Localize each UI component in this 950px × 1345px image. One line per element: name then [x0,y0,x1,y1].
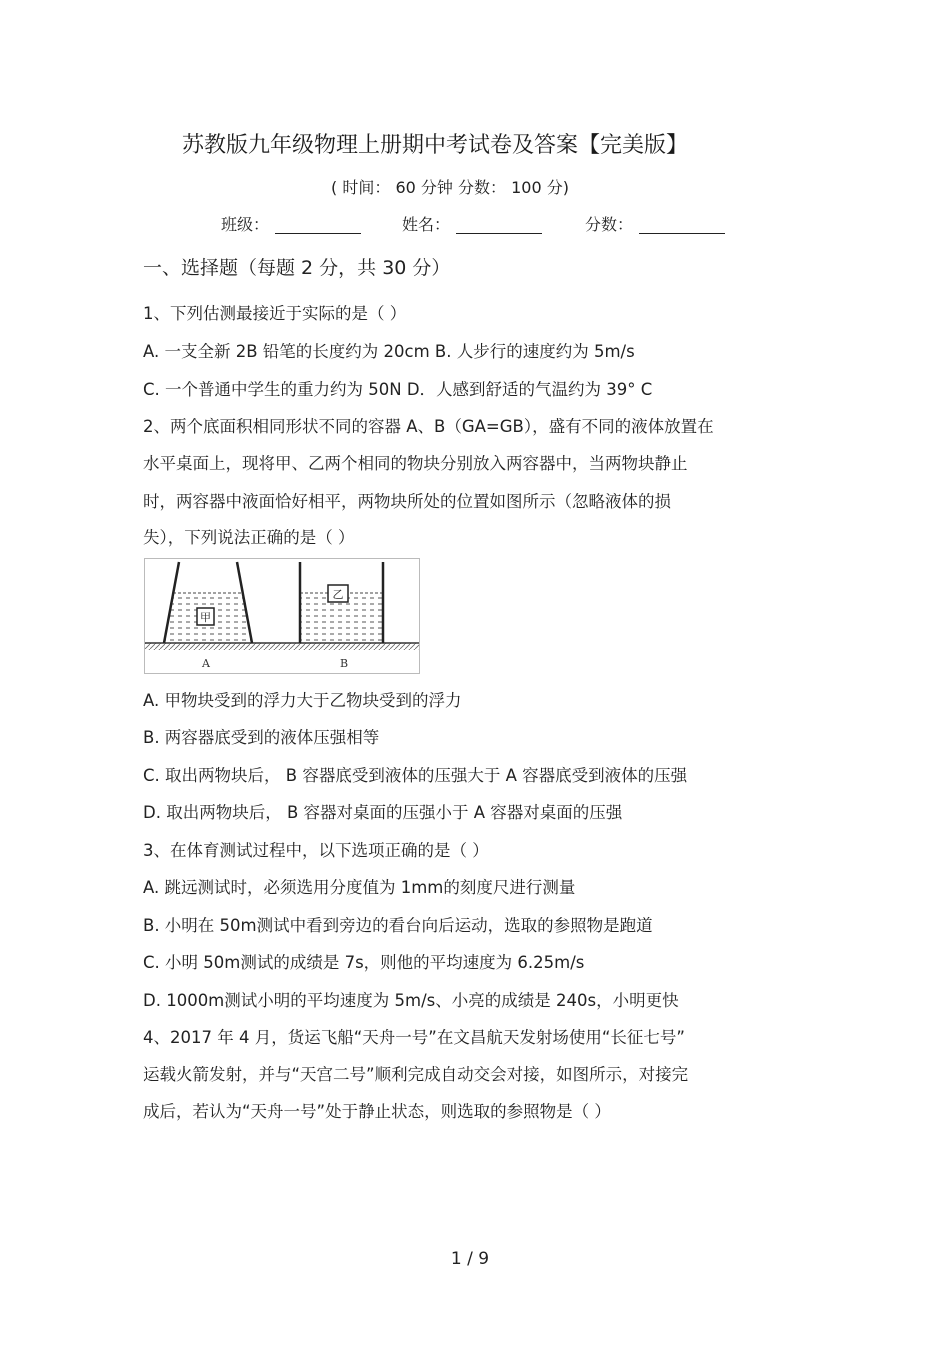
question-line: 3、在体育测试过程中，以下选项正确的是（ ） [143,841,489,860]
question-line: A. 一支全新 2B 铅笔的长度约为 20cm B. 人步行的速度约为 5m/s [143,342,635,361]
question-line: 4、2017 年 4 月，货运飞船“天舟一号”在文昌航天发射场使用“长征七号” [143,1028,685,1047]
containers-diagram [145,559,419,673]
question-line: C. 取出两物块后， B 容器底受到液体的压强大于 A 容器底受到液体的压强 [143,766,688,785]
container-a-label: A [202,657,210,670]
class-field [221,212,361,235]
question-line: D. 取出两物块后， B 容器对桌面的压强小于 A 容器对桌面的压强 [143,803,623,822]
name-label: 姓名： [402,215,451,234]
question-line: B. 两容器底受到的液体压强相等 [143,728,380,747]
question-line: 时，两容器中液面恰好相平，两物块所处的位置如图所示（忽略液体的损 [143,492,671,511]
question-line: 成后，若认为“天舟一号”处于静止状态，则选取的参照物是（ ） [143,1102,611,1121]
question-line: 失），下列说法正确的是（ ） [143,528,355,547]
name-blank [456,215,542,234]
question-line: 运载火箭发射，并与“天宫二号”顺利完成自动交会对接，如图所示，对接完 [143,1065,689,1084]
class-blank [275,215,361,234]
class-label: 班级： [221,215,270,234]
block-yi-label: 乙 [332,588,344,601]
exam-meta: ( 时间： 60 分钟 分数： 100 分) [331,178,569,197]
question-line: C. 小明 50m测试的成绩是 7s，则他的平均速度为 6.25m/s [143,953,585,972]
question-line: 2、两个底面积相同形状不同的容器 A、B（GA=GB），盛有不同的液体放置在 [143,417,714,436]
container-b-label: B [339,657,349,670]
score-field [585,212,725,235]
question-line: D. 1000m测试小明的平均速度为 5m/s、小亮的成绩是 240s，小明更快 [143,991,679,1010]
block-jia-label: 甲 [200,611,211,624]
question-line: B. 小明在 50m测试中看到旁边的看台向后运动，选取的参照物是跑道 [143,916,653,935]
page-number: 1 / 9 [450,1249,490,1269]
question-line: A. 跳远测试时，必须选用分度值为 1mm的刻度尺进行测量 [143,878,576,897]
question-line: C. 一个普通中学生的重力约为 50N D．人感到舒适的气温约为 39° C [143,380,653,399]
score-blank [639,215,725,234]
page-title: 苏教版九年级物理上册期中考试卷及答案【完美版】 [181,133,688,158]
question-line: 1、下列估测最接近于实际的是（ ） [143,304,407,323]
question-line: 水平桌面上，现将甲、乙两个相同的物块分别放入两容器中，当两物块静止 [143,454,688,473]
question-line: A. 甲物块受到的浮力大于乙物块受到的浮力 [143,691,462,710]
name-field [402,212,542,235]
ground-hatch [145,643,419,650]
score-label: 分数： [585,215,634,234]
section-title: 一、选择题（每题 2 分，共 30 分） [143,257,451,279]
containers-figure [144,558,420,674]
